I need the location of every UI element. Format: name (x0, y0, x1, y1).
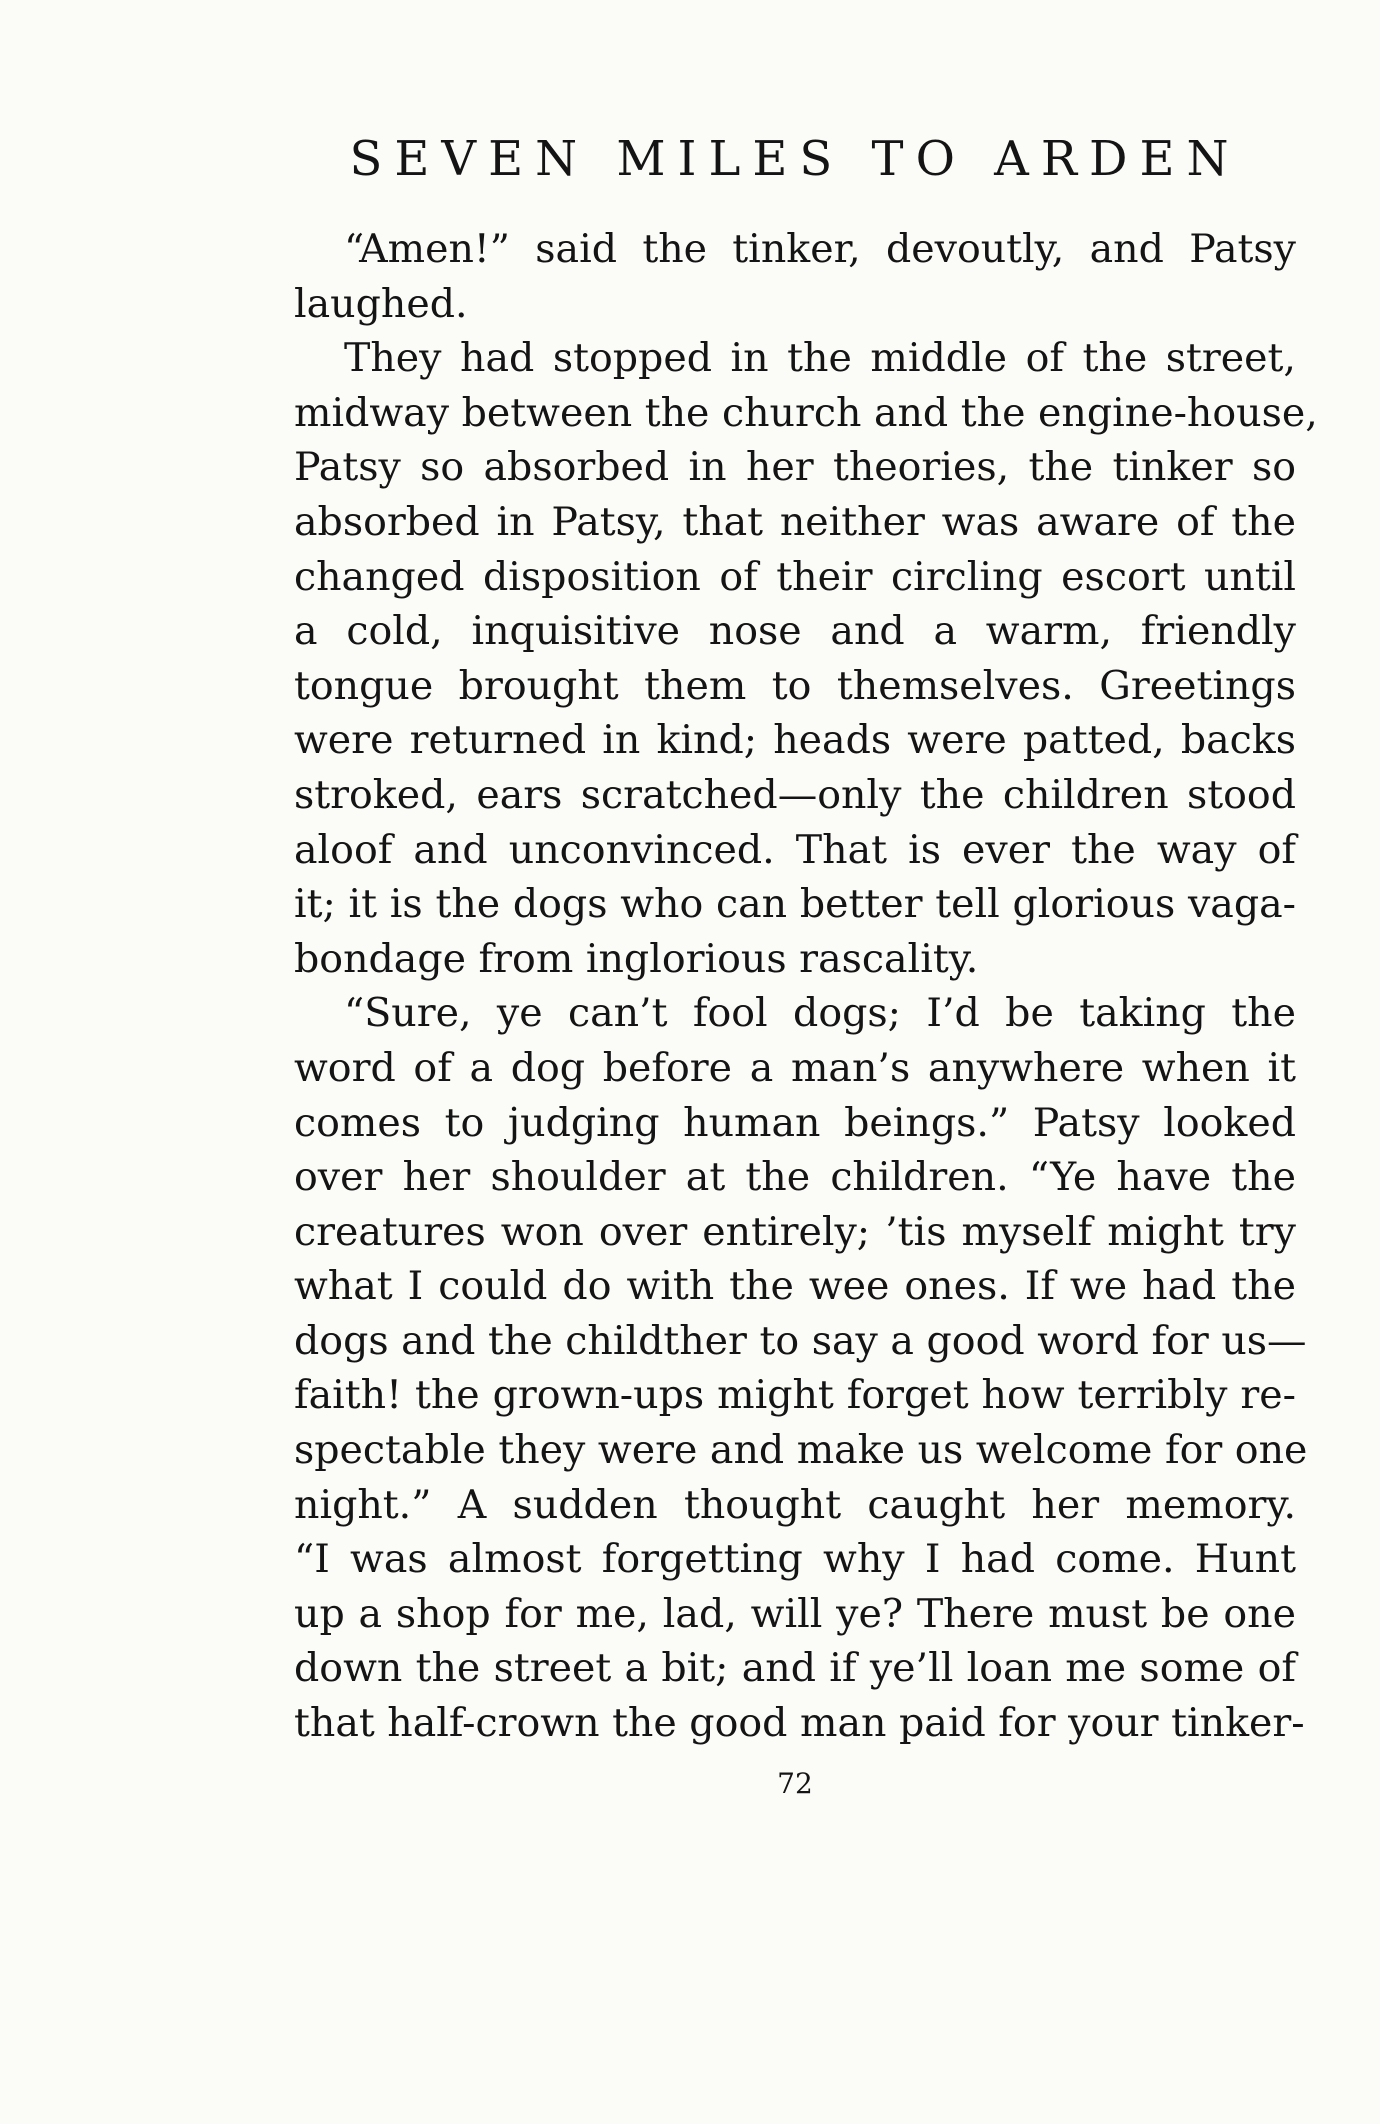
text-line: “Amen!” said the tinker, devoutly, and Patsy (344, 226, 1296, 272)
text-line: bondage from inglorious rascality. (294, 935, 979, 982)
text-line: laughed. (294, 280, 468, 327)
text-line: up a shop for me, lad, will ye? There must be one (294, 1590, 1296, 1637)
text-line: “I was almost forgetting why I had come. Hunt (294, 1536, 1296, 1583)
text-line: night.” A sudden thought caught her memory. (294, 1481, 1296, 1528)
text-line: “Sure, ye can’t fool dogs; I’d be taking the (344, 990, 1296, 1037)
text-line: that half-crown the good man paid for your tinker- (294, 1700, 1305, 1747)
text-line: what I could do with the wee ones. If we had the (294, 1263, 1296, 1310)
text-line: it; it is the dogs who can better tell glorious vaga- (294, 881, 1296, 928)
text-line: Patsy so absorbed in her theories, the tinker so (294, 444, 1296, 491)
paragraph (294, 222, 1296, 331)
running-head: SEVEN MILES TO ARDEN (349, 131, 1241, 187)
text-line: aloof and unconvinced. That is ever the way of (294, 826, 1296, 873)
body-text (294, 222, 1318, 1751)
text-line: spectable they were and make us welcome for one (294, 1427, 1308, 1474)
text-line: over her shoulder at the children. “Ye have the (294, 1154, 1296, 1201)
text-line: were returned in kind; heads were patted, backs (294, 717, 1296, 764)
page-number: 72 (777, 1767, 813, 1800)
text-line: a cold, inquisitive nose and a warm, friendly (294, 608, 1296, 655)
text-line: creatures won over entirely; ’tis myself might try (294, 1208, 1296, 1255)
text-line: absorbed in Patsy, that neither was aware of the (294, 498, 1296, 545)
book-page (294, 0, 1318, 2124)
text-line: changed disposition of their circling escort until (294, 553, 1296, 600)
text-line: word of a dog before a man’s anywhere when it (294, 1044, 1296, 1091)
text-line: dogs and the childther to say a good word for us— (294, 1317, 1307, 1364)
text-line: faith! the grown-ups might forget how terribly re- (294, 1372, 1296, 1419)
text-line: stroked, ears scratched—only the children stood (294, 771, 1296, 818)
text-line: They had stopped in the middle of the street, (344, 335, 1296, 382)
text-line: tongue brought them to themselves. Greetings (294, 662, 1296, 709)
paragraph (294, 331, 1318, 986)
text-line: comes to judging human beings.” Patsy looked (294, 1099, 1296, 1146)
text-line: down the street a bit; and if ye’ll loan me some of (294, 1645, 1296, 1692)
paragraph (294, 986, 1308, 1750)
text-line: midway between the church and the engine-house, (294, 389, 1318, 436)
